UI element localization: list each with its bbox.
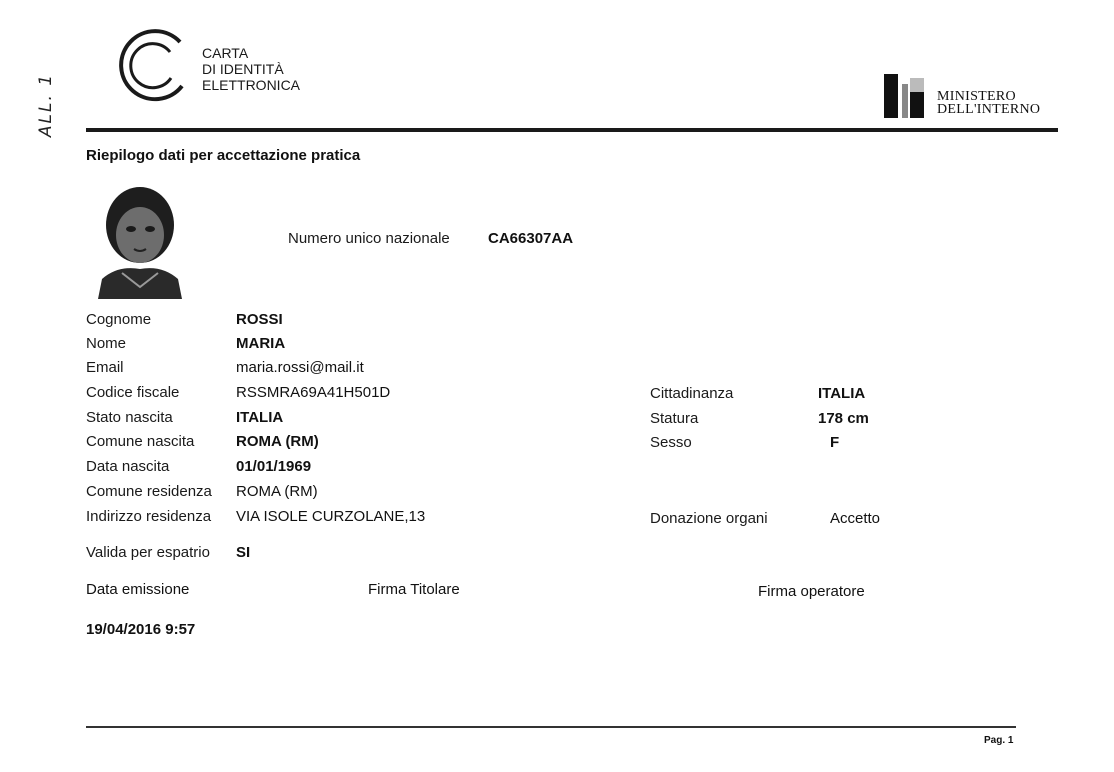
ministry-line: DELL'INTERNO <box>937 102 1041 117</box>
espatrio-value: SI <box>236 544 251 561</box>
logo-line: CARTA <box>202 45 249 61</box>
holder-photo <box>94 177 186 299</box>
indirizzo-residenza-label: Indirizzo residenza <box>86 508 212 525</box>
stato-nascita-value: ITALIA <box>236 409 284 426</box>
email-label: Email <box>86 359 124 376</box>
statura-value: 178 cm <box>818 410 869 427</box>
data-nascita-label: Data nascita <box>86 458 170 475</box>
donazione-organi-label: Donazione organi <box>650 510 768 527</box>
comune-nascita-value: ROMA (RM) <box>236 433 319 450</box>
logo-line: ELETTRONICA <box>202 77 301 93</box>
ministry-line: MINISTERO <box>937 89 1016 104</box>
cittadinanza-label: Cittadinanza <box>650 385 734 402</box>
comune-residenza-value: ROMA (RM) <box>236 483 318 500</box>
comune-residenza-label: Comune residenza <box>86 483 212 500</box>
margin-annotation: ALL. 1 <box>36 72 57 138</box>
espatrio-label: Valida per espatrio <box>86 544 210 561</box>
footer-rule <box>86 726 1016 728</box>
cittadinanza-value: ITALIA <box>818 385 866 402</box>
comune-nascita-label: Comune nascita <box>86 433 195 450</box>
cie-logo-icon <box>108 22 194 108</box>
sesso-label: Sesso <box>650 434 692 451</box>
page-number: Pag. 1 <box>984 735 1014 746</box>
email-value: maria.rossi@mail.it <box>236 359 364 376</box>
indirizzo-residenza-value: VIA ISOLE CURZOLANE,13 <box>236 508 426 525</box>
donazione-organi-value: Accetto <box>830 510 881 527</box>
cognome-value: ROSSI <box>236 311 283 328</box>
numero-unico-value: CA66307AA <box>488 230 574 247</box>
data-emissione-label: Data emissione <box>86 581 190 598</box>
sesso-value: F <box>830 434 840 451</box>
nome-label: Nome <box>86 335 127 352</box>
logo-line: DI IDENTITÀ <box>202 61 284 77</box>
section-title: Riepilogo dati per accettazione pratica <box>86 147 361 164</box>
numero-unico-label: Numero unico nazionale <box>288 230 450 247</box>
codice-fiscale-label: Codice fiscale <box>86 384 180 401</box>
data-nascita-value: 01/01/1969 <box>236 458 312 475</box>
firma-titolare-label: Firma Titolare <box>368 581 460 598</box>
data-emissione-value: 19/04/2016 9:57 <box>86 621 196 638</box>
ministry-name <box>937 90 1040 116</box>
ministry-emblem-icon <box>884 74 928 118</box>
nome-value: MARIA <box>236 335 286 352</box>
cognome-label: Cognome <box>86 311 152 328</box>
firma-operatore-label: Firma operatore <box>758 583 865 600</box>
statura-label: Statura <box>650 410 699 427</box>
header-rule <box>86 128 1058 132</box>
cie-logo-text <box>202 45 300 93</box>
stato-nascita-label: Stato nascita <box>86 409 173 426</box>
codice-fiscale-value: RSSMRA69A41H501D <box>236 384 391 401</box>
